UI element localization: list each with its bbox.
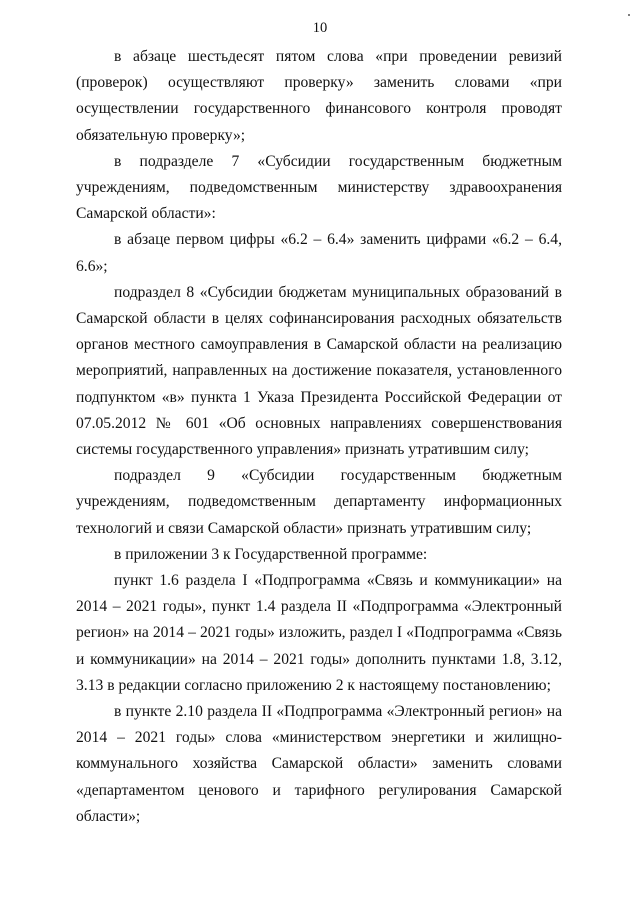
paragraph: в приложении 3 к Государственной программе:	[114, 545, 428, 563]
paragraph: в подразделе 7 «Субсидии государственным бюджетным учреждениям, подведомственным министерству здравоохранения Самарской области»:	[76, 152, 562, 223]
paragraph: в абзаце первом цифры «6.2 – 6.4» заменить цифрами «6.2 – 6.4, 6.6»;	[76, 231, 562, 275]
document-body	[76, 44, 562, 830]
scan-speck	[628, 14, 630, 16]
paragraph: подраздел 9 «Субсидии государственным бюджетным учреждениям, подведомственным департаменту информационных технологий и связи Самарской области» признать утратившим силу;	[76, 467, 562, 537]
page-number: 10	[312, 20, 328, 36]
paragraph: пункт 1.6 раздела I «Подпрограмма «Связь и коммуникации» на 2014 – 2021 годы», пункт 1.4 раздела II «Подпрограмма «Электронный регион» на 2014 – 2021 годы» изложить, раздел I «Подпрограмма «Связь и коммуникации» на 2014 – 2021 годы» дополнить пунктами 1.8, 3.12, 3.13 в редакции согласно приложению 2 к настоящему постановлению;	[76, 572, 562, 694]
paragraph: в пункте 2.10 раздела II «Подпрограмма «Электронный регион» на 2014 – 2021 годы» слова «министерством энергетики и жилищно-коммунального хозяйства Самарской области» заменить словами «департаментом ценового и тарифного регулирования Самарской области»;	[76, 703, 562, 825]
paragraph: в абзаце шестьдесят пятом слова «при проведении ревизий (проверок) осуществляют проверку» заменить словами «при осуществлении государственного финансового контроля проводят обязательную проверку»;	[76, 48, 562, 144]
paragraph: подраздел 8 «Субсидии бюджетам муниципальных образований в Самарской области в целях софинансирования расходных обязательств органов местного самоуправления в Самарской области на реализацию мероприятий, направленных на достижение показателя, установленного подпунктом «в» пункта 1 Указа Президента Российской Федерации от 07.05.2012 № 601 «Об основных направлениях совершенствования системы государственного управления» признать утратившим силу;	[76, 283, 562, 459]
